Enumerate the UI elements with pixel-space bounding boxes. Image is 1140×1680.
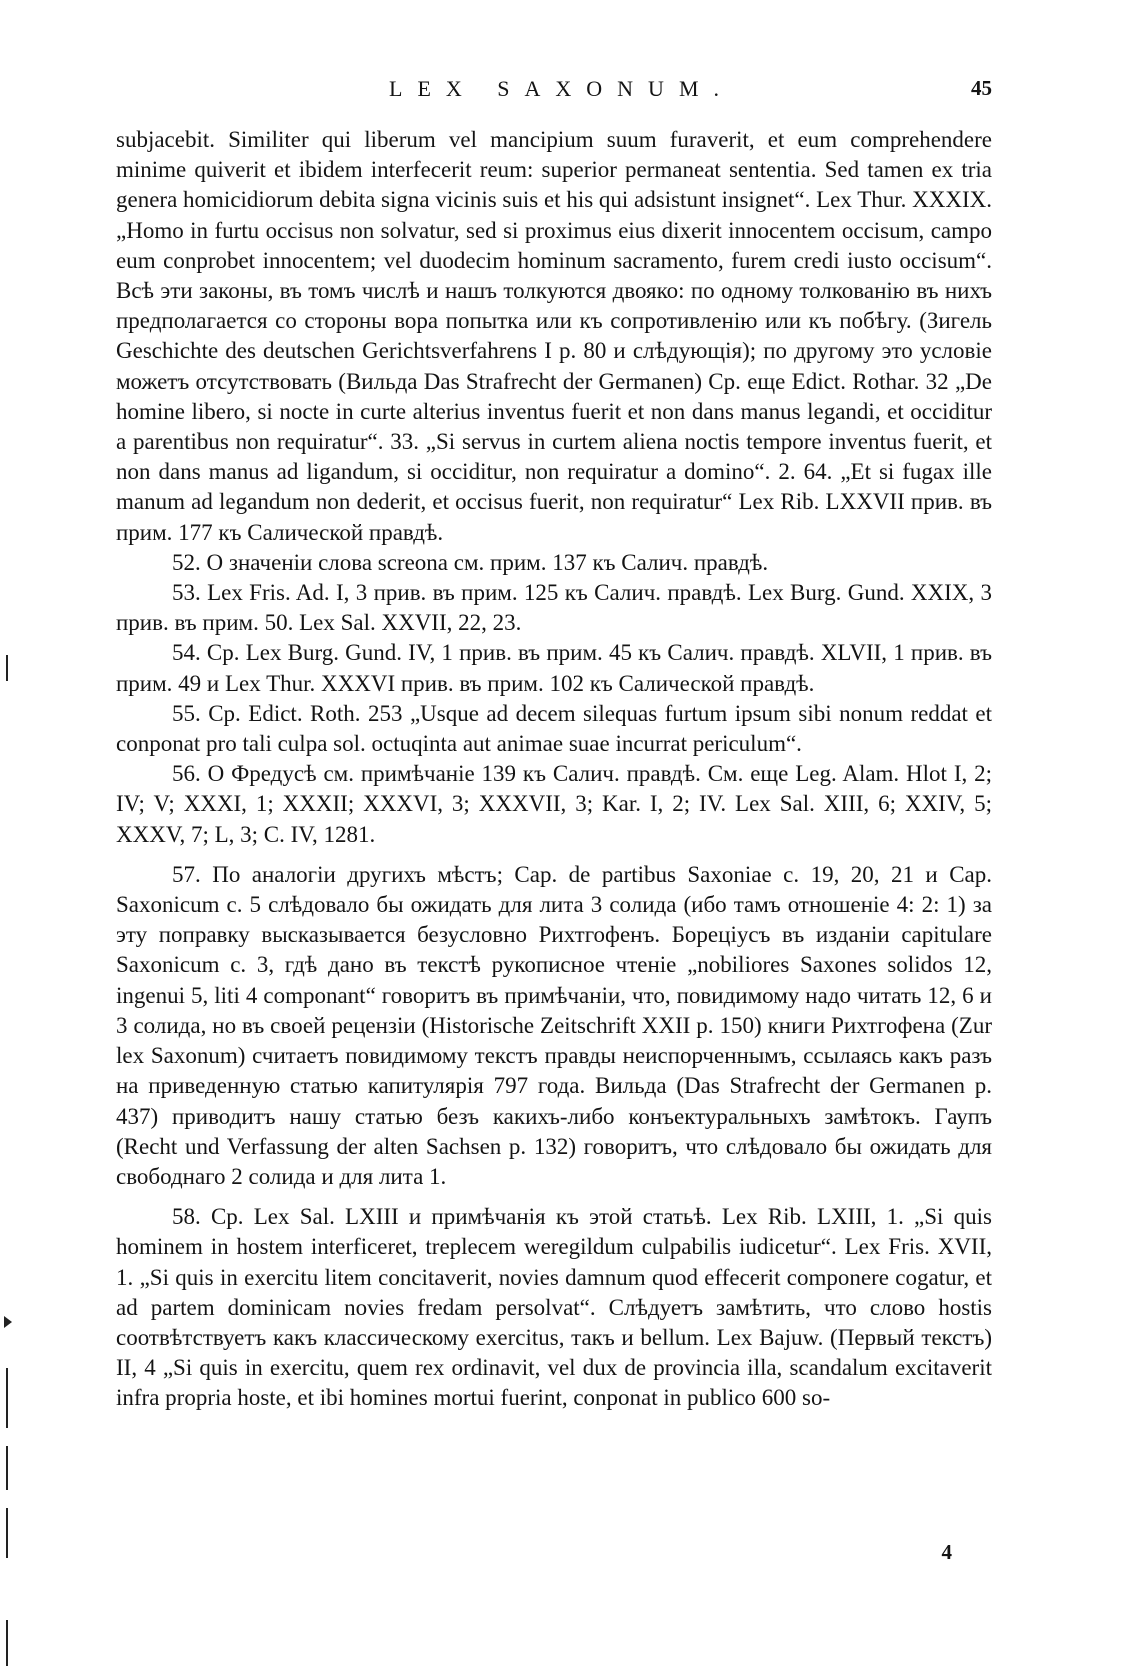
margin-scan-mark [6,1368,8,1428]
note-57: 57. По аналогіи другихъ мѣстъ; Cap. de partibus Saxoniae c. 19, 20, 21 и Cap. Saxonicum c. 5 слѣдовало бы ожидать для лита 3 солида (ибо тамъ отношеніе 4: 2: 1) за эту поправку высказывается безусловно Рихтгофенъ. Борецiусъ въ изданіи capitulare Saxonicum c. 3, гдѣ дано въ текстѣ рукописное чтеніе „nobiliores Saxones solidos 12, ingenui 5, liti 4 componant“ говоритъ въ примѣчаніи, что, повидимому надо читать 12, 6 и 3 солида, но въ своей рецензіи (Historische Zeitschrift XXII p. 150) книги Рихтгофена (Zur lex Saxonum) считаетъ повидимому текстъ правды неиспорченнымъ, ссылаясь какъ разъ на приведенную статью капитулярія 797 года. Вильда (Das Strafrecht der Germanen p. 437) приводитъ нашу статью безъ какихъ-либо конъектуральныхъ замѣтокъ. Гаупъ (Recht und Verfassung der alten Sachsen p. 132) говоритъ, что слѣдовало бы ожидать для свободнаго 2 солида и для лита 1. [116,861,992,1189]
note-53: 53. Lex Fris. Ad. I, 3 прив. въ прим. 125 къ Салич. правдѣ. Lex Burg. Gund. XXIX, 3 прив. въ прим. 50. Lex Sal. XXVII, 22, 23. [116,580,992,636]
note-56: 56. О Фредусѣ см. примѣчаніе 139 къ Салич. правдѣ. См. еще Leg. Alam. Hlot I, 2; IV; V; XXXI, 1; XXXII; XXXVI, 3; XXXVII, 3; Kar. I, 2; IV. Lex Sal. XIII, 6; XXIV, 5; XXXV, 7; L, 3; C. IV, 1281. [116,761,992,847]
page-body [116,125,992,1414]
header-title: LEX SAXONUM. [389,76,734,101]
margin-arrow-mark [4,1316,12,1328]
paragraph-continued: subjacebit. Similiter qui liberum vel mancipium suum furaverit, et eum comprehendere minime quiverit et ibidem interfecerit reum: superior permaneat sententia. Sed tamen ex tria genera homicidiorum debita signa vicinis suis et his qui adsistunt insignet“. Lex Thur. XXXIX. „Homo in furtu occisus non solvatur, sed si proximus eius dixerit innocentem occisum, campo eum conprobet innocentem; vel duodecim hominum sacramento, furem credi iusto occisum“. Всѣ эти законы, въ томъ числѣ и нашъ толкуются двояко: по одному толкованію въ нихъ предполагается со стороны вора попытка или къ сопротивленію или къ побѣгу. (Зигель Geschichte des deutschen Gerichtsverfahrens I p. 80 и слѣдующія); по другому это условіе можетъ отсутствовать (Вильда Das Strafrecht der Germanen) Ср. еще Edict. Rothar. 32 „De homine libero, si nocte in curte alterius inventus fuerit et non dans manus legandi, et occiditur a parentibus non requiratur“. 33. „Si servus in curtem aliena noctis tempore inventus fuerit, et non dans manus ad ligandum, si occiditur, non requiratur a domino“. 2. 64. „Et si fugax ille manum ad legandum non dederit, et occisus fuerit, non requiratur“ Lex Rib. LXXVII прив. въ прим. 177 къ Салической правдѣ. [116,127,992,545]
margin-scan-mark [6,1446,8,1490]
margin-scan-mark [6,1508,8,1558]
running-header [116,76,992,112]
margin-scan-mark [6,655,8,681]
note-55: 55. Ср. Edict. Roth. 253 „Usque ad decem silequas furtum ipsum sibi nonum reddat et conponat pro tali culpa sol. octuqinta aut animae suae incurrat periculum“. [116,700,992,757]
page-number: 45 [971,76,992,100]
note-52: 52. О значеніи слова screona см. прим. 137 къ Салич. правдѣ. [172,549,769,575]
note-58: 58. Ср. Lex Sal. LXIII и примѣчанія къ этой статьѣ. Lex Rib. LXIII, 1. „Si quis hominem in hostem interficeret, treplecem weregildum culpabilis iudicetur“. Lex Fris. XVII, 1. „Si quis in exercitu litem concitaverit, novies damnum quod effecerit componere cogatur, et ad partem dominicam novies fredam persolvat“. Слѣдуетъ замѣтить, что слово hostis соотвѣтствуетъ какъ классическому exercitus, такъ и bellum. Lex Bajuw. (Первый текстъ) II, 4 „Si quis in exercitu, quem rex ordinavit, vel dux de provincia illa, scandalum excitaverit infra propria hoste, et ibi homines mortui fuerint, conponat in publico 600 so- [116,1204,992,1411]
signature-mark: 4 [941,1540,952,1564]
note-54: 54. Ср. Lex Burg. Gund. IV, 1 прив. въ прим. 45 къ Салич. правдѣ. XLVII, 1 прив. въ прим. 49 и Lex Thur. XXXVI прив. въ прим. 102 къ Салической правдѣ. [116,640,992,696]
margin-scan-mark [6,1620,8,1666]
